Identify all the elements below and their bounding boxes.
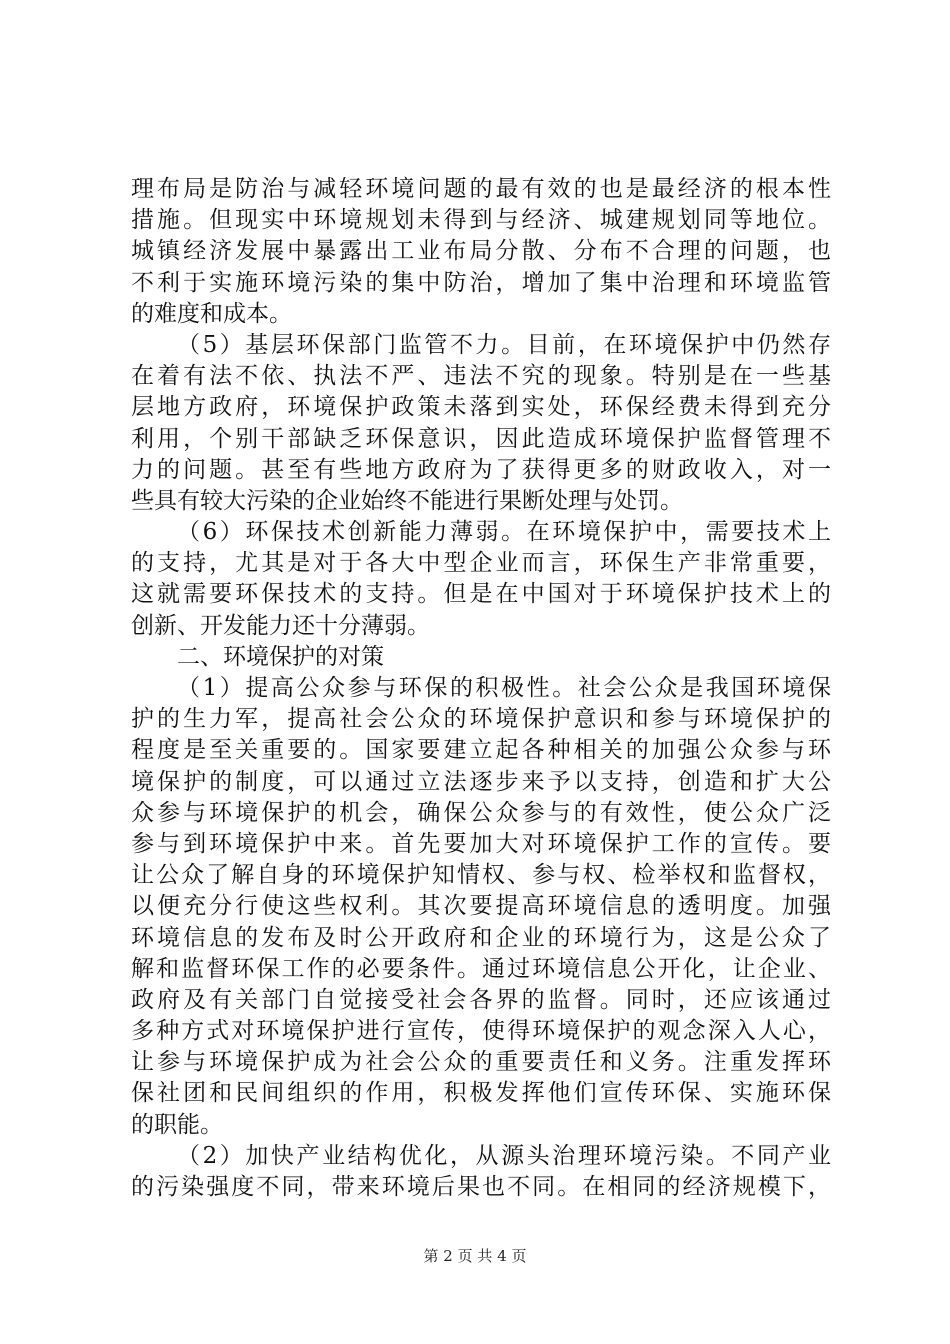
text-line: 理布局是防治与减轻环境问题的最有效的也是最经济的根本性 xyxy=(131,176,831,202)
section-heading: 二、环境保护的对策 xyxy=(177,643,384,670)
text-line: 的难度和成本。 xyxy=(131,300,292,327)
text-line: 这就需要环保技术的支持。但是在中国对于环境保护技术上的 xyxy=(131,581,831,608)
text-line: 让参与环境保护成为社会公众的重要责任和义务。注重发挥环 xyxy=(131,1049,831,1076)
text-line: 的支持，尤其是对于各大中型企业而言，环保生产非常重要， xyxy=(131,550,831,577)
text-line: 些具有较大污染的企业始终不能进行果断处理与处罚。 xyxy=(131,487,683,514)
text-line: 程度是至关重要的。国家要建立起各种相关的加强公众参与环 xyxy=(131,737,831,764)
text-line: 层地方政府，环境保护政策未落到实处，环保经费未得到充分 xyxy=(131,394,831,421)
paragraph-start-line: （6）环保技术创新能力薄弱。在环境保护中，需要技术上 xyxy=(177,519,831,546)
text-line: 解和监督环保工作的必要条件。通过环境信息公开化，让企业、 xyxy=(131,955,831,982)
text-line: 城镇经济发展中暴露出工业布局分散、分布不合理的问题，也 xyxy=(131,238,831,265)
text-line: 护的生力军，提高社会公众的环境保护意识和参与环境保护的 xyxy=(131,706,831,733)
text-line: 不利于实施环境污染的集中防治，增加了集中治理和环境监管 xyxy=(131,269,831,296)
text-line: 的职能。 xyxy=(131,1111,223,1138)
paragraph-start-line: （1）提高公众参与环保的积极性。社会公众是我国环境保 xyxy=(177,675,831,701)
text-line: 政府及有关部门自觉接受社会各界的监督。同时，还应该通过 xyxy=(131,986,831,1013)
text-line: 多种方式对环境保护进行宣传，使得环境保护的观念深入人心， xyxy=(131,1018,831,1045)
text-line: 保社团和民间组织的作用，积极发挥他们宣传环保、实施环保 xyxy=(131,1080,831,1107)
text-line: 参与到环境保护中来。首先要加大对环境保护工作的宣传。要 xyxy=(131,830,831,857)
text-line: 让公众了解自身的环境保护知情权、参与权、检举权和监督权， xyxy=(131,862,831,889)
text-line: 利用，个别干部缺乏环保意识，因此造成环境保护监督管理不 xyxy=(131,425,831,452)
text-line: 众参与环境保护的机会，确保公众参与的有效性，使公众广泛 xyxy=(131,799,831,826)
text-line: 境保护的制度，可以通过立法逐步来予以支持，创造和扩大公 xyxy=(131,768,831,795)
paragraph-start-line: （2）加快产业结构优化，从源头治理环境污染。不同产业 xyxy=(177,1142,831,1169)
document-body xyxy=(131,174,831,1203)
text-line: 力的问题。甚至有些地方政府为了获得更多的财政收入，对一 xyxy=(131,456,831,483)
text-line: 在着有法不依、执法不严、违法不究的现象。特别是在一些基 xyxy=(131,363,831,390)
text-line: 措施。但现实中环境规划未得到与经济、城建规划同等地位。 xyxy=(131,207,831,234)
text-line: 环境信息的发布及时公开政府和企业的环境行为，这是公众了 xyxy=(131,924,831,951)
text-line: 的污染强度不同，带来环境后果也不同。在相同的经济规模下， xyxy=(131,1174,831,1200)
text-line: 创新、开发能力还十分薄弱。 xyxy=(131,612,430,639)
paragraph-start-line: （5）基层环保部门监管不力。目前，在环境保护中仍然存 xyxy=(177,331,831,358)
text-line: 以便充分行使这些权利。其次要提高环境信息的透明度。加强 xyxy=(131,893,831,920)
page-number-footer: 第 2 页 共 4 页 xyxy=(423,1247,527,1265)
